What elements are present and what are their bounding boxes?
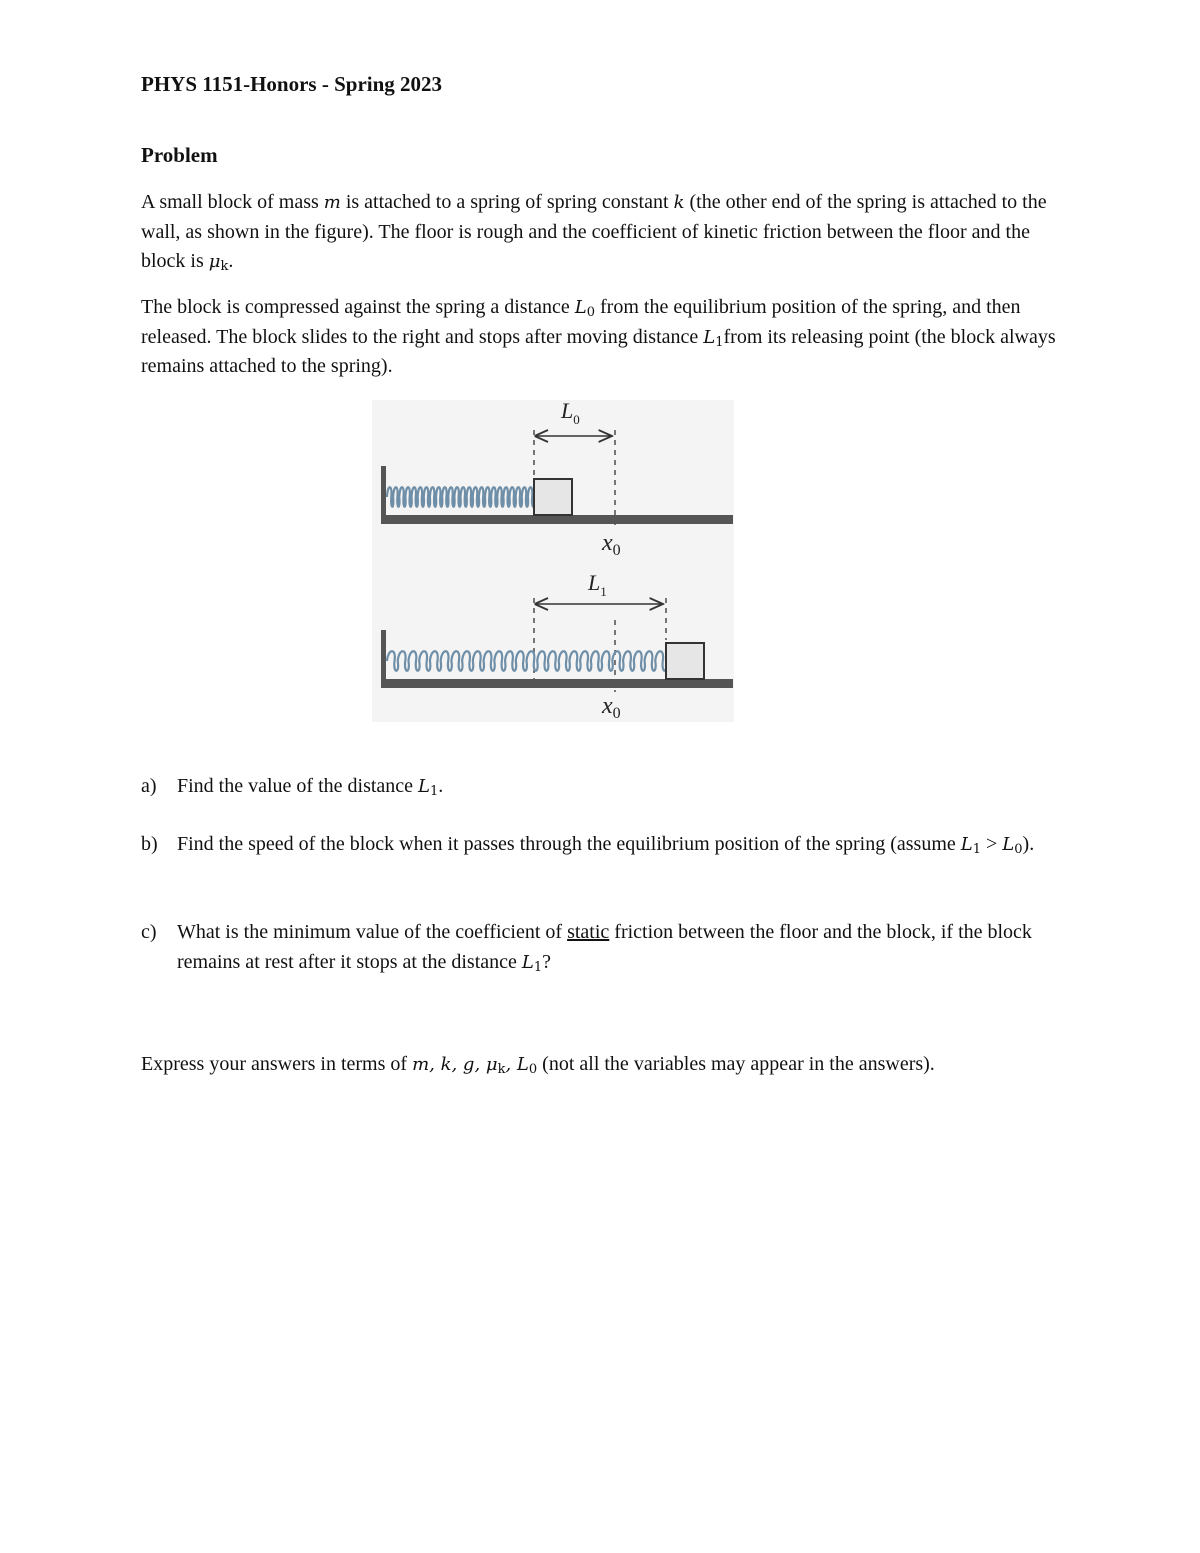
- text: What is the minimum value of the coefficient of: [177, 921, 568, 943]
- L-subscript: 0: [528, 1062, 538, 1077]
- text: .: [438, 775, 444, 797]
- course-header: PHYS 1151-Honors - Spring 2023: [141, 72, 443, 96]
- answer-instructions: [141, 1050, 1071, 1080]
- L-subscript: 1: [430, 784, 439, 799]
- variable-list: [412, 1054, 537, 1075]
- mu-symbol: μ: [208, 251, 221, 272]
- text: The block is compressed against the spring a distance: [141, 296, 575, 318]
- var-k: k: [673, 192, 685, 213]
- operator: >: [981, 833, 1003, 855]
- var-m: m: [323, 192, 341, 213]
- block: [666, 643, 704, 679]
- vars: , L: [505, 1054, 529, 1075]
- mu-subscript: k: [497, 1062, 506, 1077]
- L-symbol: L: [574, 297, 587, 318]
- L-symbol: L: [703, 326, 716, 348]
- L-symbol: L: [1002, 834, 1015, 855]
- question-label: b): [141, 833, 158, 855]
- floor: [381, 679, 733, 688]
- text: A small block of mass: [141, 191, 324, 213]
- text: Find the speed of the block when it passes through the equilibrium position of the spring (assume: [177, 833, 961, 855]
- text: is attached to a spring of spring constant: [340, 191, 674, 213]
- var-L1: [418, 776, 438, 797]
- L-symbol: L: [521, 951, 534, 973]
- text: ).: [1022, 833, 1035, 855]
- question-c: [141, 918, 1071, 977]
- L-subscript: 1: [533, 959, 543, 975]
- L-subscript: 1: [972, 842, 982, 857]
- label-L0: $L_0$: [561, 398, 580, 427]
- problem-title: Problem: [141, 143, 218, 167]
- label-x0-top: $x_0$: [602, 530, 621, 559]
- L-subscript: 1: [715, 334, 724, 350]
- var-L1: [961, 834, 981, 855]
- text: friction between the floor and the block, if the block remains at rest after it stops at the distance: [177, 921, 1032, 973]
- spring-block-figure: [0, 0, 1200, 760]
- var-L1: [522, 952, 542, 973]
- text: from the equilibrium position of the spring, and then released. The block slides to the right and stops after moving distance: [141, 296, 1021, 348]
- text: .: [228, 250, 234, 272]
- block: [534, 479, 572, 515]
- vars: m, k, g, μ: [412, 1054, 498, 1075]
- L-symbol: L: [418, 776, 430, 797]
- question-text: [177, 772, 1071, 802]
- question-label: c): [141, 921, 157, 943]
- L-symbol: L: [960, 834, 973, 855]
- L-subscript: 0: [1014, 842, 1023, 857]
- question-text: [177, 918, 1071, 977]
- underlined-word: static: [567, 921, 610, 943]
- floor: [381, 515, 733, 524]
- mu-subscript: k: [220, 259, 229, 274]
- question-text: [177, 830, 1071, 860]
- label-L1: $L_1$: [588, 570, 607, 599]
- question-a: [141, 772, 1071, 802]
- L-subscript: 0: [586, 305, 596, 320]
- text: ?: [542, 950, 552, 973]
- text: (not all the variables may appear in the answers).: [537, 1053, 935, 1075]
- var-L0: [1002, 834, 1022, 855]
- text: Express your answers in terms of: [141, 1053, 413, 1075]
- question-label: a): [141, 775, 157, 797]
- question-b: [141, 830, 1071, 860]
- label-x0-bottom: $x_0$: [602, 693, 621, 722]
- text: (the other end of the spring is attached to the wall, as shown in the figure). The floor is rough and the coefficient of kinetic friction between the floor and the block is: [141, 191, 1047, 272]
- text: Find the value of the distance: [177, 775, 419, 797]
- text: from its releasing point (the block always remains attached to the spring).: [141, 325, 1056, 377]
